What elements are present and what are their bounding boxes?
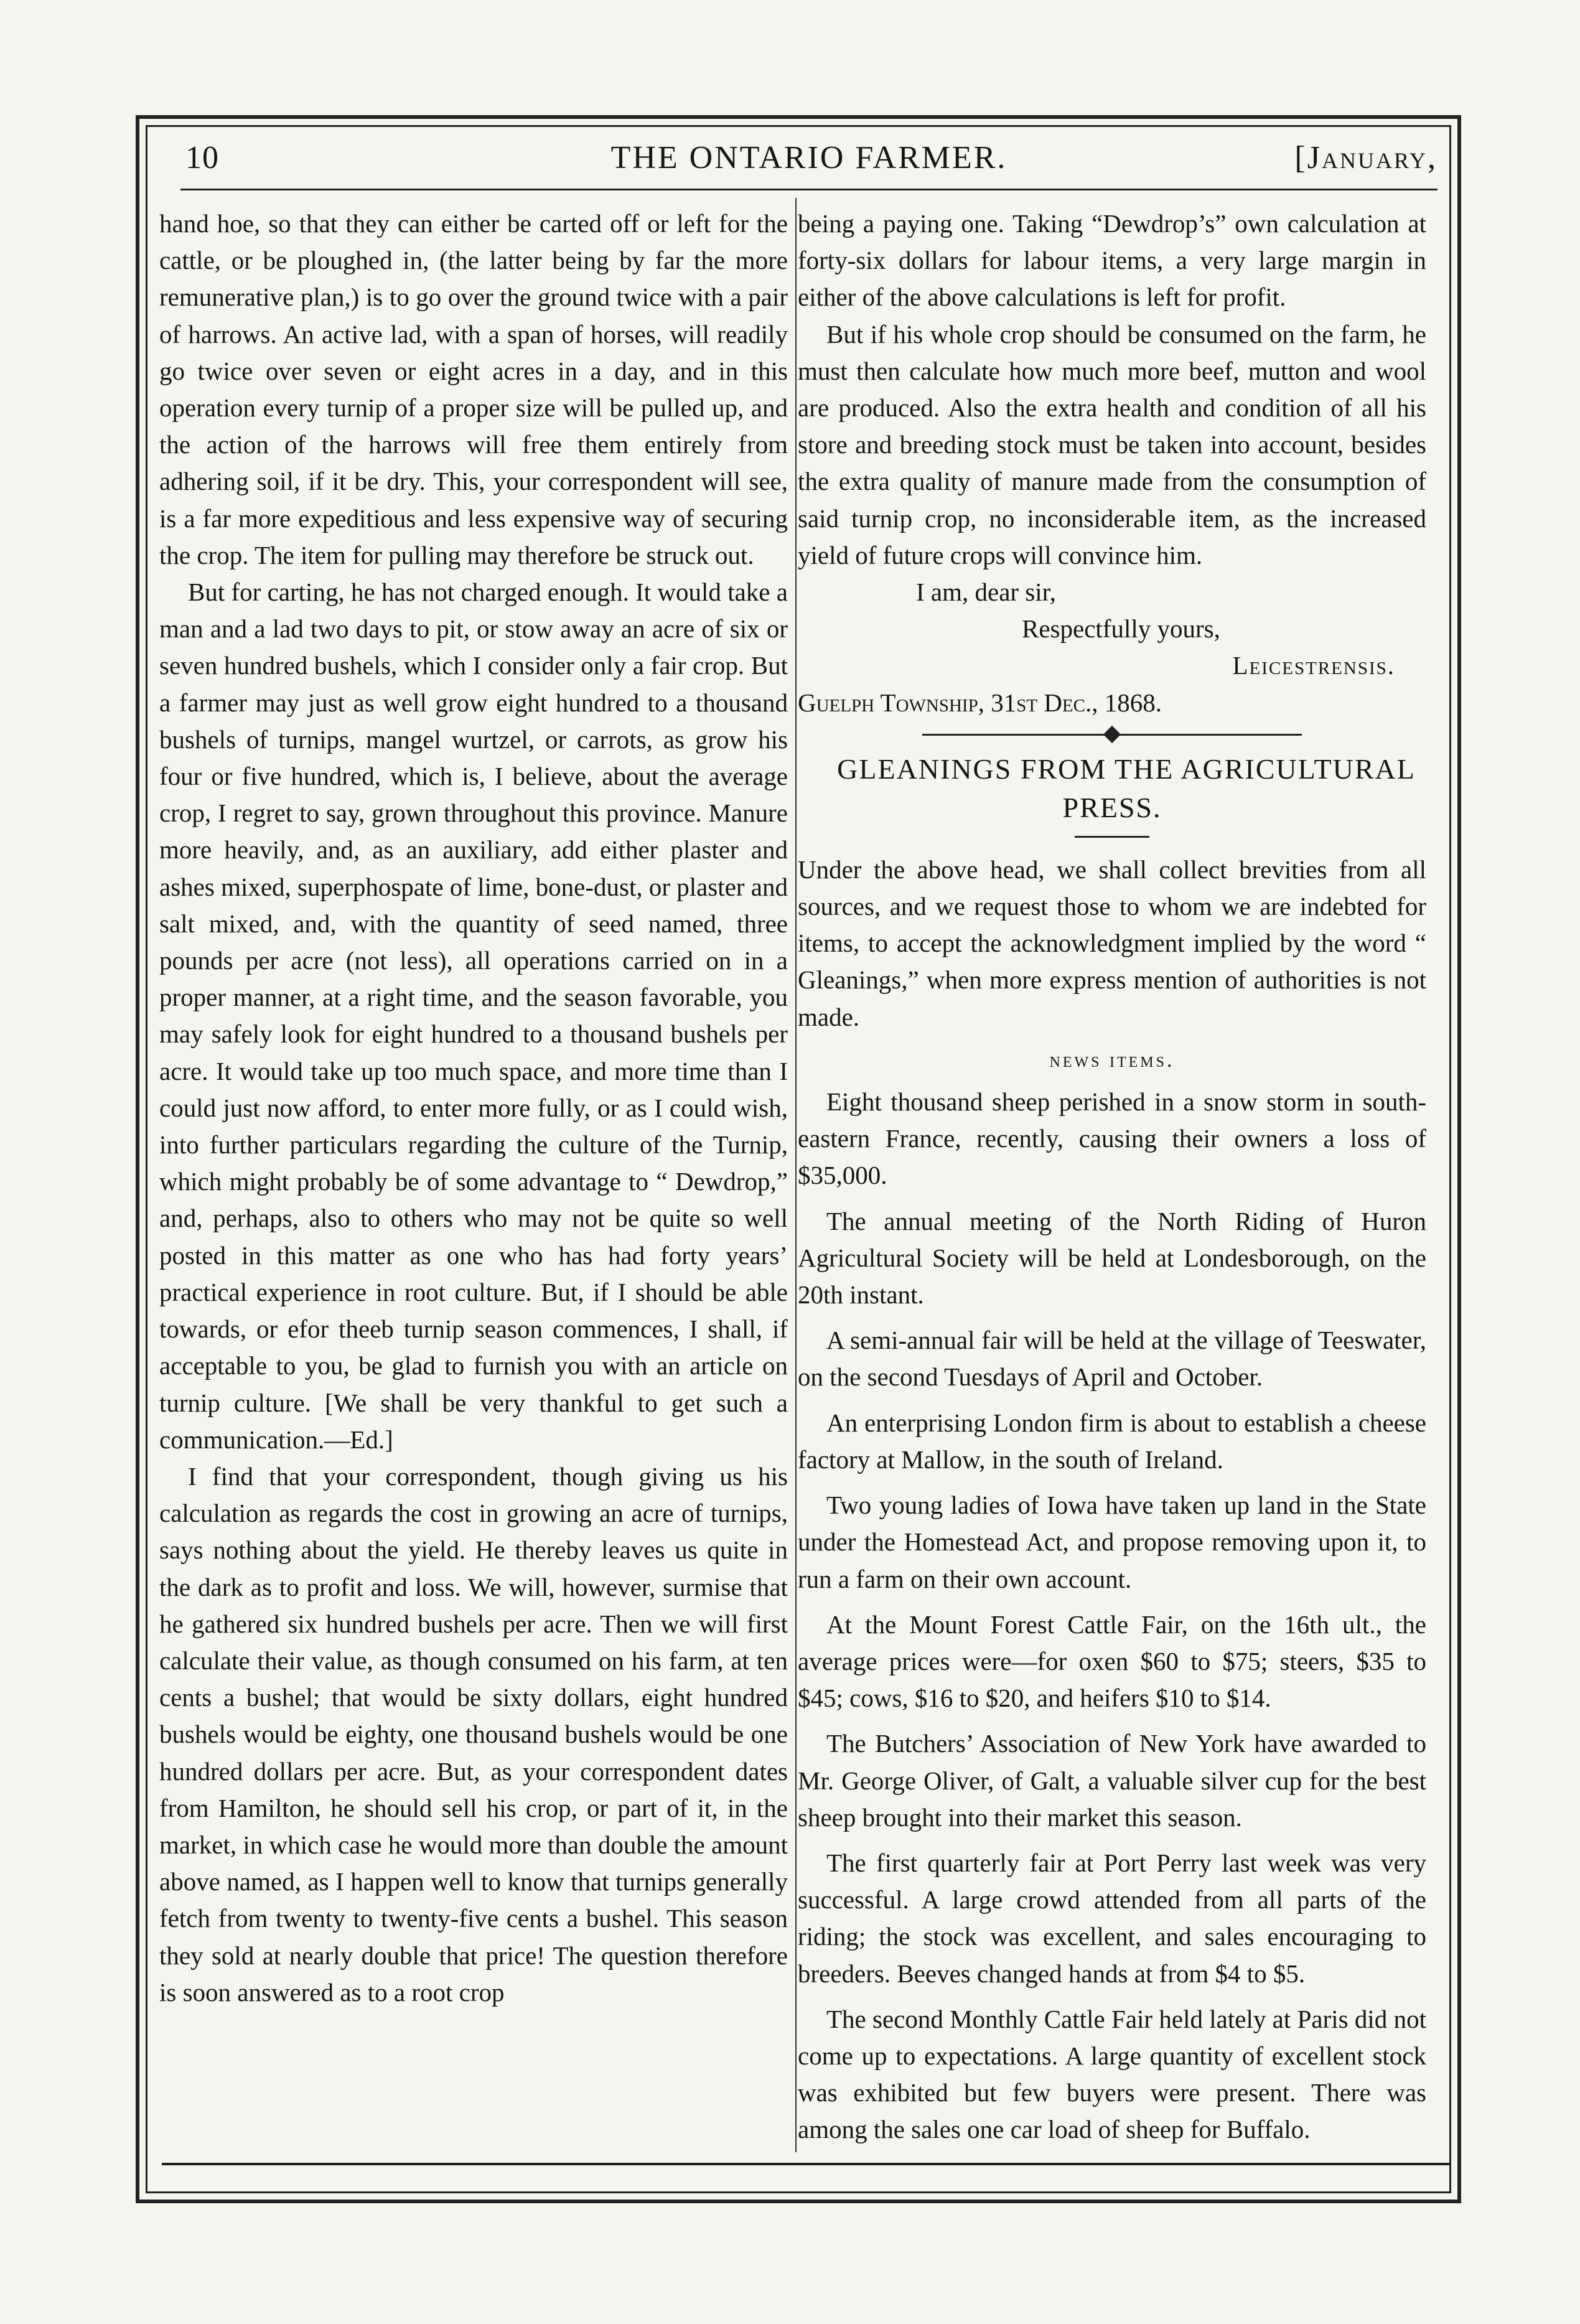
news-item: An enterprising London firm is about to establish a cheese factory at Mallow, in the south of Ireland. (798, 1408, 1426, 1474)
section-title: GLEANINGS FROM THE AGRICULTURAL PRESS. (837, 752, 1416, 823)
left-column (159, 205, 788, 2147)
title-rule (1075, 836, 1149, 838)
article-paragraph: hand hoe, so that they can either be carted off or left for the cattle, or be ploughed in, (the latter being by far the more remunerative plan,) is to go over the ground twice with a pair of harrows. An active lad, with a span of horses, will readily go twice over seven or eight acres in a day, and in this operation every turnip of a proper size will be pulled up, and the action of the harrows will free them entirely from adhering soil, if it be dry. This, your correspondent will see, is a far more expeditious and less expensive way of securing the crop. The item for pulling may therefore be struck out. (159, 209, 788, 569)
publication-title: THE ONTARIO FARMER. (610, 140, 1007, 176)
sign-off: Respectfully yours, (1022, 614, 1220, 644)
news-items (798, 1084, 1426, 2147)
news-item: The annual meeting of the North Riding of Huron Agricultural Society will be held at Londesborough, on the 20th instant. (798, 1206, 1426, 1310)
news-item: The first quarterly fair at Port Perry last week was very successful. A large crowd attended from all parts of the riding; the stock was excellent, and sales encouraging to breeders. Beeves changed hands at from $4 to $5. (798, 1848, 1426, 1988)
article-paragraph: But for carting, he has not charged enough. It would take a man and a lad two days to pit, or stow away an acre of six or seven hundred bushels, which I consider only a fair crop. But a farmer may just as well grow eight hundred to a thousand bushels of turnips, mangel wurtzel, or carrots, as grow his four or five hundred, which is, I believe, about the average crop, I regret to say, grown throughout this province. Manure more heavily, and, as an auxiliary, add either plaster and ashes mixed, superphospate of lime, bone-dust, or plaster and salt mixed, and, with the quantity of seed named, three pounds per acre (not less), all operations carried on in a proper manner, at a right time, and the season favorable, you may safely look for eight hundred to a thousand bushels per acre. It would take up too much space, and more time than I could just now afford, to enter more fully, or as I could wish, into further particulars regarding the culture of the Turnip, which might probably be of some advantage to “ Dewdrop,” and, perhaps, also to others who may not be quite so well posted in this matter as one who has had forty years’ practical experience in root culture. But, if I should be able towards, or efor theeb turnip season commences, I shall, if acceptable to you, be glad to furnish you with an article on turnip culture. [We shall be very thankful to get such a communication.—Ed.] (159, 578, 788, 1454)
news-item: At the Mount Forest Cattle Fair, on the 16th ult., the average prices were—for oxen $60 to $75; steers, $35 to $45; cows, $16 to $20, and heifers $10 to $14. (798, 1609, 1426, 1713)
letter-closing (798, 574, 1426, 721)
running-header (180, 134, 1437, 182)
news-item: The second Monthly Cattle Fair held lately at Paris did not come up to expectations. A large quantity of excellent stock was exhibited but few buyers were present. There was among the sales one car load of sheep for Buffalo. (798, 2004, 1426, 2144)
header-rule (180, 189, 1437, 190)
closing-salutation: I am, dear sir, (916, 578, 1056, 607)
issue-month: [January, (1294, 140, 1437, 176)
news-item: Eight thousand sheep perished in a snow storm in south-eastern France, recently, causing their owners a loss of $35,000. (798, 1087, 1426, 1190)
article-paragraph: I find that your correspondent, though giving us his calculation as regards the cost in growing an acre of turnips, says nothing about the yield. He thereby leaves us quite in the dark as to profit and loss. We will, however, surmise that he gathered six hundred bushels per acre. Then we will first calculate their value, as though consumed on his farm, at ten cents a bushel; that would be sixty dollars, eight hundred bushels would be eighty, one thousand bushels would be one hundred dollars per acre. But, as your correspondent dates from Hamilton, he should sell his crop, or part of it, in the market, in which case he would more than double the amount above named, as I happen well to know that turnips generally fetch from twenty to twenty-five cents a bushel. This season they sold at nearly double that price! The question therefore is soon answered as to a root crop (159, 1461, 788, 2007)
news-item: The Butchers’ Association of New York have awarded to Mr. George Oliver, of Galt, a valuable silver cup for the best sheep brought into their market this season. (798, 1729, 1426, 1832)
letter-paragraph: being a paying one. Taking “Dewdrop’s” own calculation at forty-six dollars for labour items, a very large margin in either of the above calculations is left for profit. (798, 209, 1426, 312)
letter-paragraph: But if his whole crop should be consumed on the farm, he must then calculate how much more beef, mutton and wool are produced. Also the extra health and condition of all his store and breeding stock must be taken into account, besides the extra quality of manure made from the consumption of said turnip crop, no inconsiderable item, as the increased yield of future crops will convince him. (798, 319, 1426, 569)
news-item: Two young ladies of Iowa have taken up land in the State under the Homestead Act, and propose removing upon it, to run a farm on their own account. (798, 1491, 1426, 1593)
news-heading: news items. (1049, 1048, 1175, 1072)
signature: Leicestrensis. (1232, 651, 1395, 680)
ornament-diamond-icon (1103, 726, 1121, 743)
page-number: 10 (185, 140, 219, 176)
section-intro: Under the above head, we shall collect brevities from all sources, and we request those to whom we are indebted for items, to accept the acknowledgment implied by the word “ Gleanings,” when more express mention of authorities is not made. (798, 855, 1426, 1031)
place-date: Guelph Township, 31st Dec., 1868. (798, 688, 1162, 717)
right-column (798, 205, 1426, 2147)
news-item: A semi-annual fair will be held at the village of Teeswater, on the second Tuesdays of April and October. (798, 1326, 1426, 1392)
column-divider (795, 198, 797, 2152)
footer-rule (162, 2163, 1450, 2165)
section-separator (798, 725, 1426, 744)
